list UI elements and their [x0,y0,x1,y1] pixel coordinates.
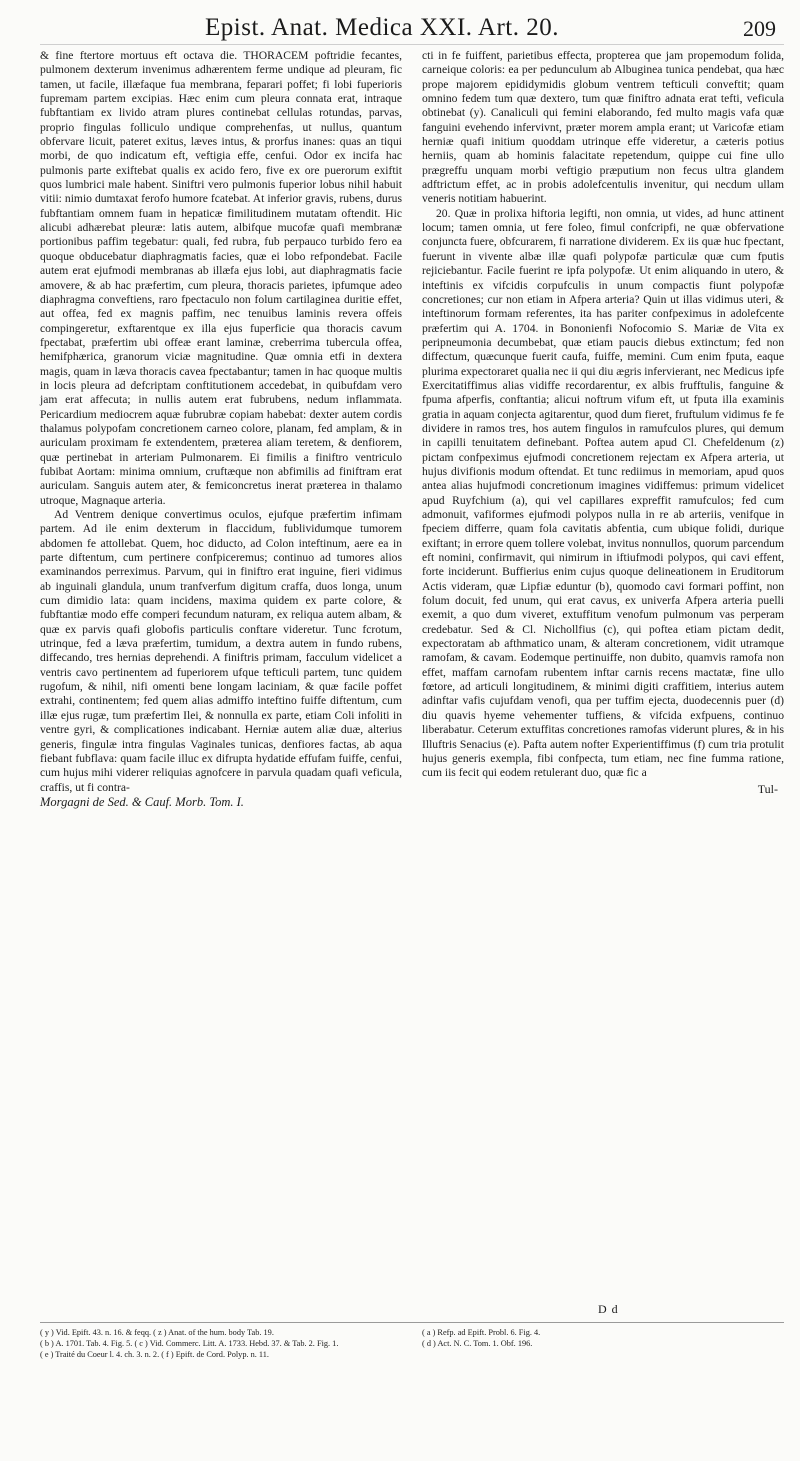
left-column [40,49,402,809]
footnote-line: ( d ) Act. N. C. Tom. 1. Obf. 196. [422,1339,533,1348]
footnotes [40,1322,784,1360]
text-columns [40,49,784,809]
footnotes-right [422,1327,784,1360]
signature-mark: D d [598,1302,619,1316]
paragraph-continuation: cti in fe fuiffent, parietibus effecta, propterea que jam propemodum folida, carneique coloris: ea per pedunculum ab Albuginea tunica pendebat, qua hæc prope majorem epididymidis globum ventrem tefticuli conveftit; quam omnino fedem tum quæ dextero, tum quæ finiftro adnata erat tefti, veficula obtinebat (y). Canaliculi qui femini elaborando, fed multo magis vafa quæ fanguini evehendo infervivnt, præter morem ampla erant; ut Varicofæ etiam herniæ quafi initium quoddam utrinque effe videretur, a cæteris potius herniis, quam ab hominis falacitate repetendum, quippe cui fine ullo prægreffu unquam morbi veftigio præputium non fecus ultra glandem adftrictum effet, ac in probis adolefcentulis invenitur, qui necdum ullam veneris notitiam habuerint. [422,49,784,206]
running-head-title: Epist. Anat. Medica XXI. Art. 20. [205,14,559,41]
right-column [422,49,784,809]
paragraph-thorax: & fine ftertore mortuus eft octava die. THORACEM poftridie fecantes, pulmonem dexterum invenimus adhærentem ferme undique ad pleuram, fic tamen, ut facile, illæfaque fua membrana, feparari poffet; fi lobi fuperioris fupremam partem excipias. Hæc enim cum pleura connata erat, intraque fubftantiam ex livido atram plures continebat cellulas rotundas, parvas, proprio fingulas folliculo undique comprehenfas, ut nullus, quantum obfervare licuit, pateret exitus, læves intus, & prorfus inanes: quas an tiqui morbi, de quo indicatum eft, veftigia effe, cenfui. Odor ex incifa hac pulmonis parte exiftebat qualis ex acido fero, five ex ore puerorum exiftit quos lumbrici male habent. Siniftri vero pulmonis fuperior lobus nihil habuit vitii: nimio dumtaxat ferofo humore fcatebat. At inferior gravis, rubens, durus fubftantiam omnem fuam in hepaticæ fimilitudinem mutatam oftendit. Hic alicubi adhærebat pleuræ: latis autem, albifque mucofæ quafi membranæ portionibus paffim tegebatur: quali, fed rubra, fub perpauco turbido fero ea quoque obducebatur diaphragmatis facies, quæ ei lobo refpondebat. Facile autem erat ejufmodi membranas ab illæfa ejus lobi, aut diaphragmatis facie amovere, & ab hac præfertim, cum pleura, thoracis parietes, ipfumque adeo diaphragma conveftiens, raro fpectaculo non folum cartilaginea duritie effet, aut offea, fed ex magnis paffim, nec tenuibus laminis revera offeis compingeretur, exftarentque ex illa ejus fuperficie qua thoracis cavum fpectabat, præfertim ubi offeæ erant laminæ, creberrima tubercula offea, hemifphærica, granorum viciæ magnitudine. Quæ omnia etfi in dextera magis, quam in læva thoracis cavea fpectabantur; tamen in hac quoque multis in locis pleura ad defcriptam conftitutionem accedebat, in quibufdam vero jam erat affecuta; in nullis autem erat fubrubens, nedum inflammata. Pericardium mediocrem aquæ fubrubræ copiam habebat: dexter autem cordis thalamus polypofam concretionem carneo colore, planam, fed amplam, & in auriculam proximam fe extendentem, præterea aliam teretem, & denfiorem, quæ pertinebat in arteriam Pulmonarem. Ei fimilis a finiftro ventriculo fubibat Aortam: minima omnium, cruftæque non abfimilis ad finiftram erat auriculam. Sanguis autem ater, & femiconcretus inerat præterea in thalamo utroque, Magnaque arteria. [40,49,402,507]
footnote-line: ( a ) Refp. ad Epift. Probl. 6. Fig. 4. [422,1328,541,1337]
footnote-line: ( y ) Vid. Epift. 43. n. 16. & feqq. ( z ) Anat. of the hum. body Tab. 19. [40,1328,274,1337]
paragraph-article-20: 20. Quæ in prolixa hiftoria legifti, non omnia, ut vides, ad hunc attinent locum; tamen omnia, ut fere foleo, fimul confcripfi, ne quæ obfervatione conjuncta fuere, obfcurarem, fi narratione dividerem. Ex iis quæ huc fpectant, fuerunt in vivente albæ illæ quafi polypofæ particulæ quæ cum fputis rejiciebantur. Facile fuerint re ipfa polypofæ. Ut enim aliquando in utero, & inteftinis ex vifcidis corpufculis in unum compactis fiunt polypofæ concretiones; cur non etiam in Afpera arteria? Quin ut illas vidimus uteri, & inteftinorum formam referentes, ita has pariter confpeximus in adolefcente præfertim qui A. 1704. in Bononienfi Nofocomio S. Mariæ de Vita ex peripneumonia decumbebat, quæ etiam paucis diebus extinctum; fed non diffectum, quæcunque fuerit caufa, fuiffe, memini. Cum enim fputa, eaque plurima expectoraret qualia nec ii qui diu ægris infervierant, nec Medicus ipfe Exercitatiffimus alias vidiffe recordarentur, ex albis frufftulis, fanguine & fpuma afperfis, conftantia; alicui noftrum vifum eft, ut fputa illa examinis gratia in aquam conjecta agitarentur, quod dum fieret, fruftulum vidimus fe fe dividere in ramos tres, hos autem fingulos in ramufculos plures, qui demum in capilli tenuitatem definebant. Poftea autem apud Cl. Chefeldenum (z) pictam confpeximus ejufmodi concretionem rejectam ex Afpera arteria, ut hujus divifionis modum oftendat. Et tunc rediimus in memoriam, apud quos antea alias hujufmodi concretionum imagines vidiffemus: primum videlicet apud Ruyfchium (a), qui vel capillares expreffit ramufculos; fed cum admonuit, vafiformes ejufmodi polypos nulla in re ab arteriis, venifque in fpeciem differre, quam fola cavitatis abfentia, cum ubique folidi, durique exiftant; in errore quem tollere volebat, invitus nonnullos, quorum parcendum eft nomini, confirmavit, qui nimirum in iftiufmodi polypos, qui cavi effent, forte inciderunt. Buffierius enim cujus quoque delineationem in Eruditorum Actis videram, quæ Lipfiæ eduntur (b), quomodo cavi formari poffint, non folum docuit, fed unum, qui erat cavus, ex univerfa Afpera arteria puelli exemit, a quo dum viveret, extuffitum venofum pulmonum vas perperam credebatur. Sed & Cl. Nichollfius (c), qui poftea etiam pictam dedit, expectoratam ab afthmatico unam, & alteram concretionem, vidit utramque ramofam, & cavam. Eodemque pertinuiffe, non dubito, quamvis ramofa non effet, maffam carnofam rubentem inftar carnis recens mactatæ, fine ullo fœtore, ad articuli longitudinem, & minimi digiti craffitiem, interius autem adinftar vafis cujufdam venofi, qua per tuffim ejecta, duodecennis puer (d) diu quavis hyeme vehementer tuffiens, & vifcida exfpuens, continuo liberabatur. Ceterum extuffitas concretiones ramofas viderunt plures, & in his Illuftris Senacius (e). Pafta autem nofter Experientiffimus (f) cum tria protulit hujus generis exempla, fibi confpecta, tum etiam, nec fine fumma ratione, cum iis fecit qui eodem retulerant duo, quæ fic a [422,206,784,780]
running-title: Morgagni de Sed. & Cauf. Morb. Tom. I. [40,794,244,809]
footnote-line: ( b ) A. 1701. Tab. 4. Fig. 5. ( c ) Vid. Commerc. Litt. A. 1733. Hebd. 37. & Tab. 2. Fig. 1. [40,1339,339,1348]
page-number: 209 [743,16,776,41]
footnote-line: ( e ) Traité du Coeur l. 4. ch. 3. n. 2. ( f ) Epift. de Cord. Polyp. n. 11. [40,1350,269,1359]
footnotes-left [40,1327,402,1360]
paragraph-ventrem: Ad Ventrem denique convertimus oculos, ejufque præfertim infimam partem. Ad ile enim dexterum in flaccidum, fublividumque tumorem abdomen fe attollebat. Quem, hoc diducto, ad Colon inteftinum, aere ea in parte diftentum, cum pertinere confpiceremus; continuo ad tumores alios examinandos perreximus. Parvum, qui in finiftro erat inguine, fieri vidimus ab inguinali glandula, unum tranfverfum digitum craffa, duos longa, unum cum dimidio lata: quam incidens, maxima quidem ex parte colore, & fubftantiæ modo effe comperi fecundum naturam, ex reliqua autem albam, & quæ ex parvis quafi globofis particulis conftare videretur. Tunc fcrotum, utrinque, fed a læva præfertim, tumidum, a dextra autem in fundo rubens, diffecando, tres hernias deprehendi. A finiftris primam, facculum videlicet a ventris cavo pertinentem ad fuperiorem ufque tefticuli partem, tunc quidem rugofum, & nihil, nifi omenti bene longam laciniam, & quæ facile poffet extrahi, continentem; fed quem alias admiffo inteftino fuiffe diftentum, cum illæ ejus rugæ, tum præfertim Ilei, & nonnulla ex parte, etiam Coli infoliti in ventre gyri, & complicationes indicabant. Herniæ autem aliæ duæ, alterius generis, fingulæ intra fingulas Vaginales tunicas, denfiores factas, ab aqua fiebant fubflava: quam facile illuc ex difrupta hydatide effufam fuiffe, cenfui, cum hujus mihi viderer reliquias agnofcere in parvula quadam quafi veficula, craffis, ut fi contra- [40,508,402,794]
catchword: Tul- [757,781,778,796]
running-head [40,10,784,45]
